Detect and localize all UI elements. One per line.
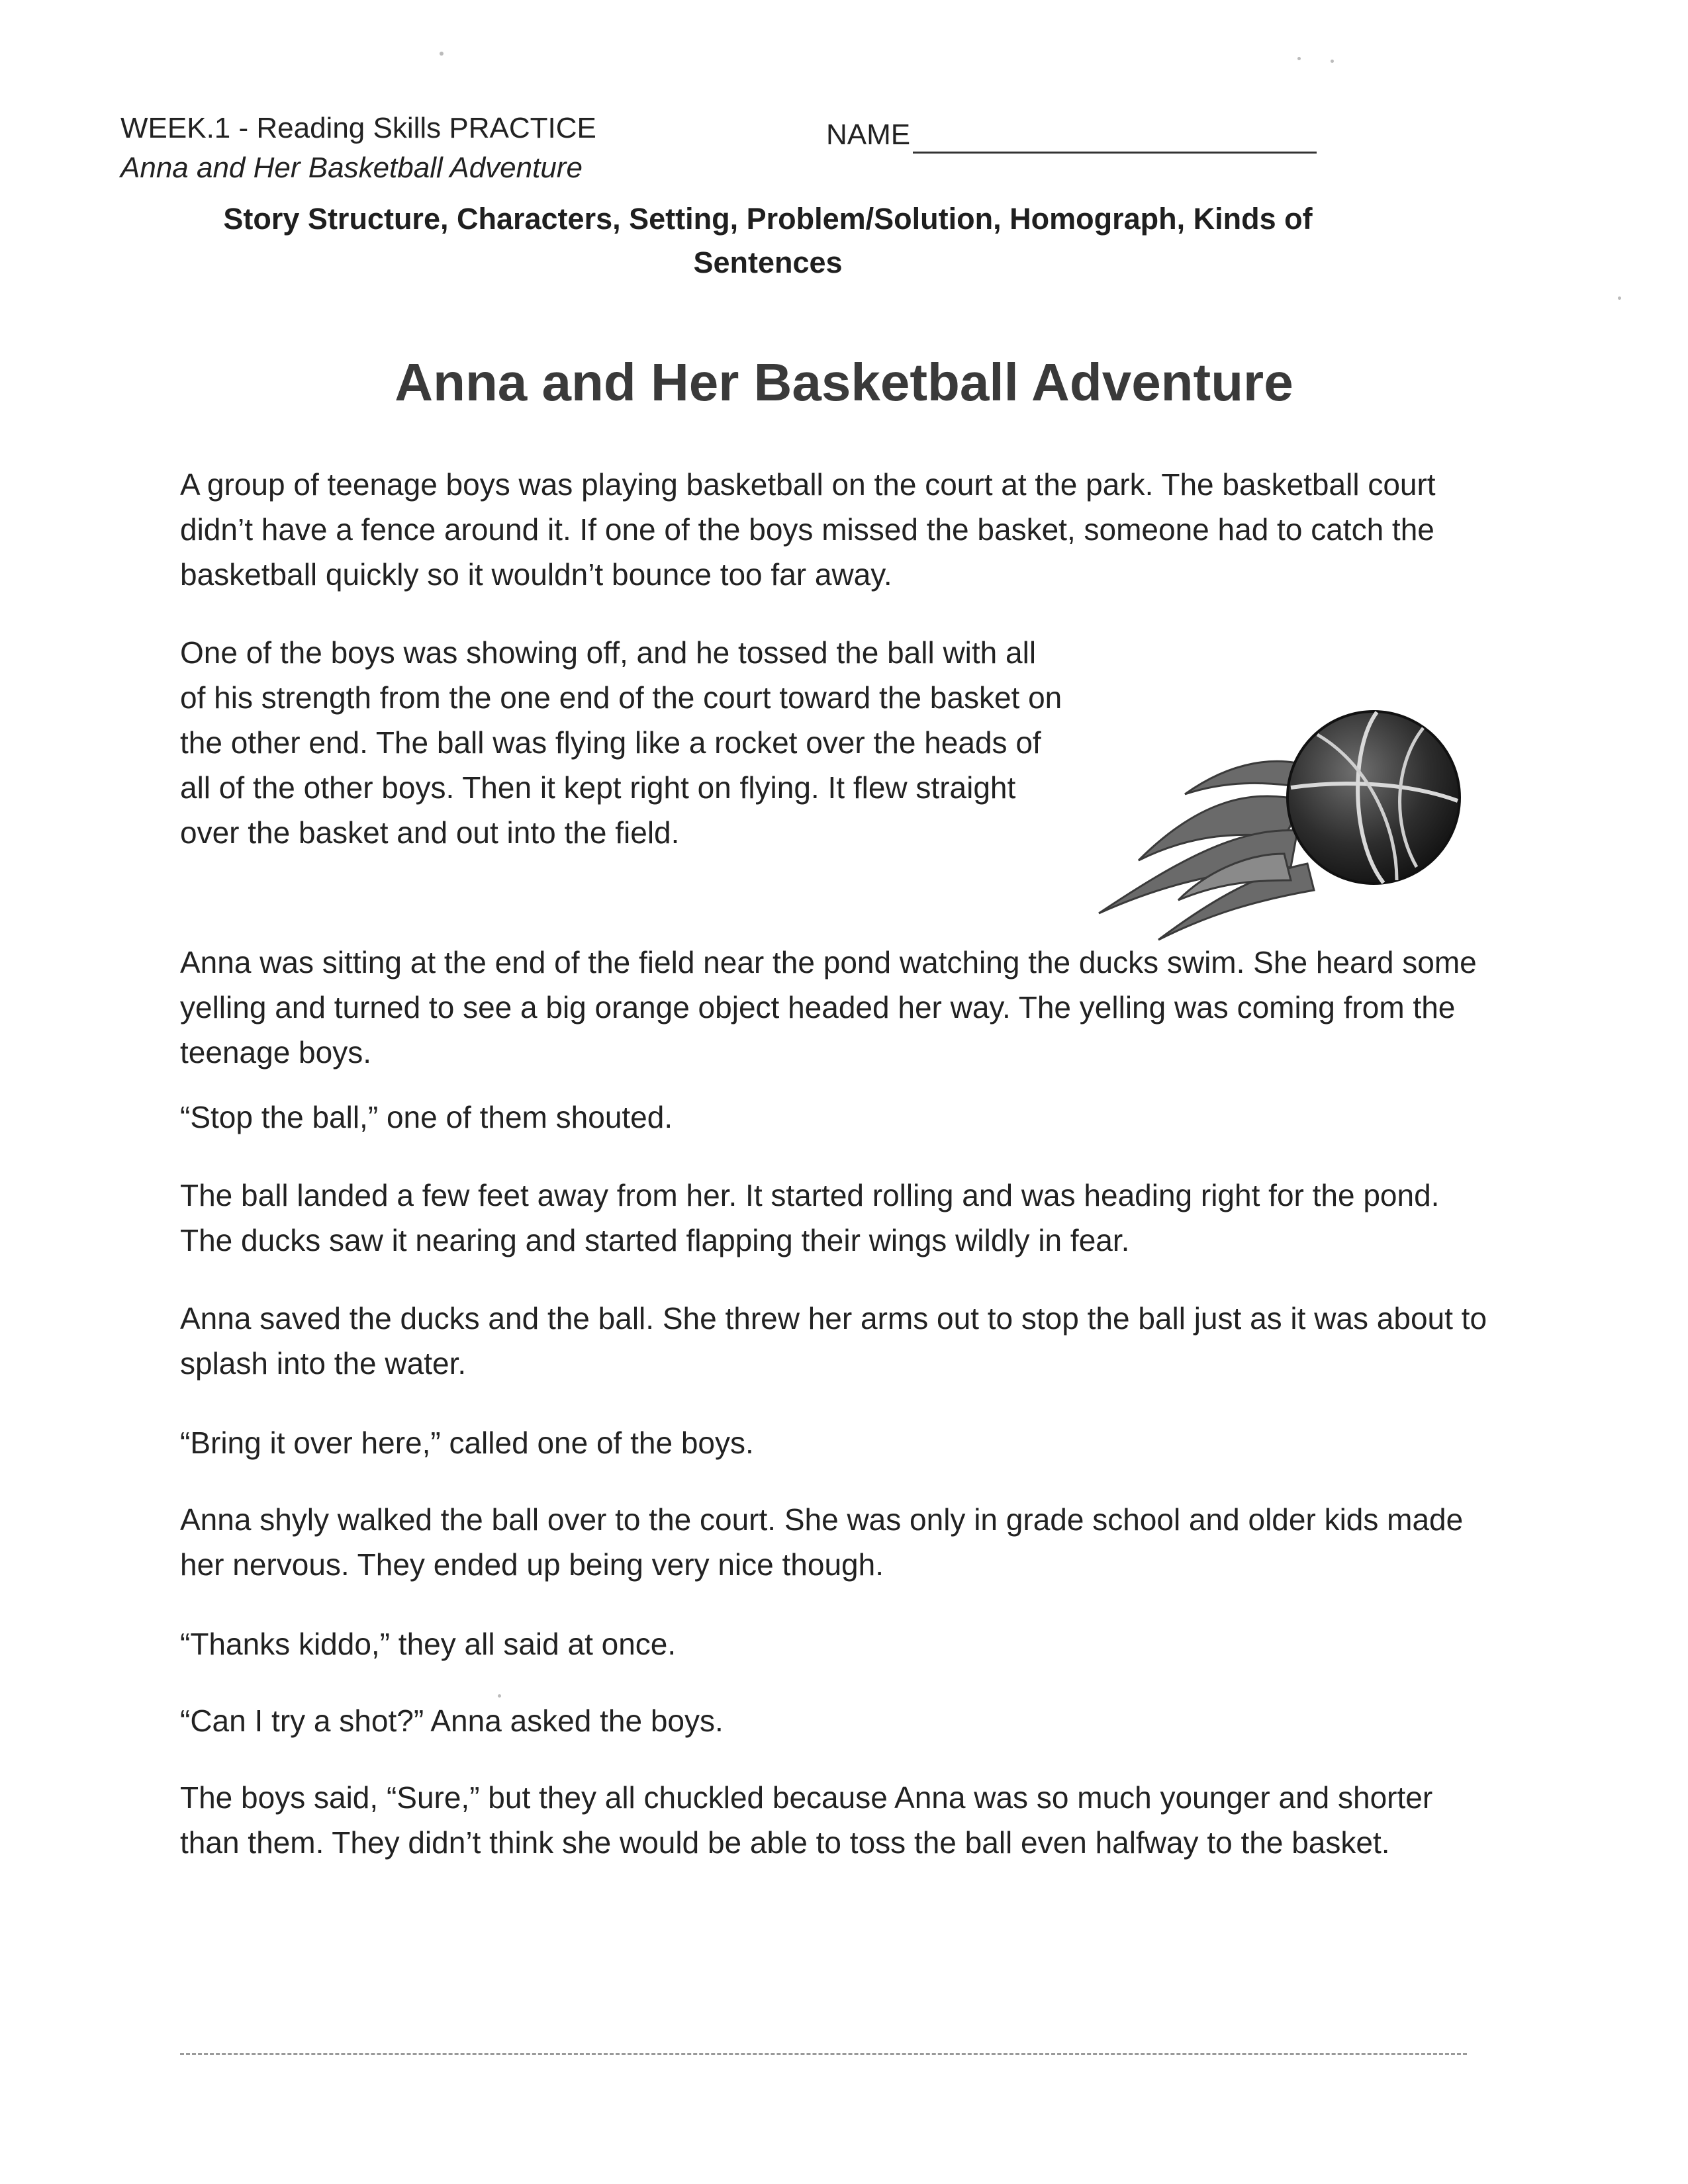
week-heading: WEEK.1 - Reading Skills PRACTICE — [120, 112, 596, 144]
story-paragraph: “Can I try a shot?” Anna asked the boys. — [180, 1704, 724, 1738]
story-paragraph: Anna saved the ducks and the ball. She threw her arms out to stop the ball just as it was about to splash into the water. — [180, 1301, 1487, 1381]
flaming-basketball-icon — [1086, 688, 1470, 946]
story-title: Anna and Her Basketball Adventure — [395, 353, 1293, 412]
name-blank-line[interactable] — [913, 120, 1317, 154]
scan-speck — [1618, 296, 1621, 300]
story-paragraph: “Stop the ball,” one of them shouted. — [180, 1100, 673, 1134]
scan-speck — [1331, 60, 1334, 63]
scan-speck — [1297, 57, 1301, 60]
story-paragraph: The boys said, “Sure,” but they all chuckled because Anna was so much younger and shorter than them. They didn’t think she would be able to toss the ball even halfway to the basket. — [180, 1780, 1433, 1860]
name-label: NAME — [826, 118, 911, 151]
basketball — [1288, 711, 1460, 884]
scan-speck — [498, 1694, 501, 1698]
story-paragraph: “Thanks kiddo,” they all said at once. — [180, 1627, 677, 1661]
story-paragraph: One of the boys was showing off, and he tossed the ball with all of his strength from the one end of the court toward the basket on the other end. The ball was flying like a rocket over the heads of all of the other boys. Then it kept right on flying. It flew straight over the basket and out into the field. — [180, 635, 1062, 850]
bottom-divider — [180, 2053, 1467, 2055]
name-field[interactable] — [826, 116, 1317, 154]
story-paragraph: Anna was sitting at the end of the field near the pond watching the ducks swim. She heard some yelling and turned to see a big orange object headed her way. The yelling was coming from the teenage boys. — [180, 945, 1477, 1069]
scan-speck — [440, 52, 444, 56]
story-paragraph: Anna shyly walked the ball over to the court. She was only in grade school and older kids made her nervous. They ended up being very nice though. — [180, 1502, 1464, 1582]
story-paragraph: A group of teenage boys was playing basketball on the court at the park. The basketball court didn’t have a fence around it. If one of the boys missed the basket, someone had to catch the basketball quickly so it wouldn’t bounce too far away. — [180, 467, 1436, 592]
worksheet-subtitle: Anna and Her Basketball Adventure — [120, 152, 583, 184]
story-paragraph: “Bring it over here,” called one of the boys. — [180, 1426, 754, 1460]
story-paragraph: The ball landed a few feet away from her. It started rolling and was heading right for the pond. The ducks saw it nearing and started flapping their wings wildly in fear. — [180, 1178, 1440, 1257]
flame-trail — [1099, 761, 1314, 940]
skills-heading: Story Structure, Characters, Setting, Problem/Solution, Homograph, Kinds of Sentences — [223, 202, 1313, 279]
